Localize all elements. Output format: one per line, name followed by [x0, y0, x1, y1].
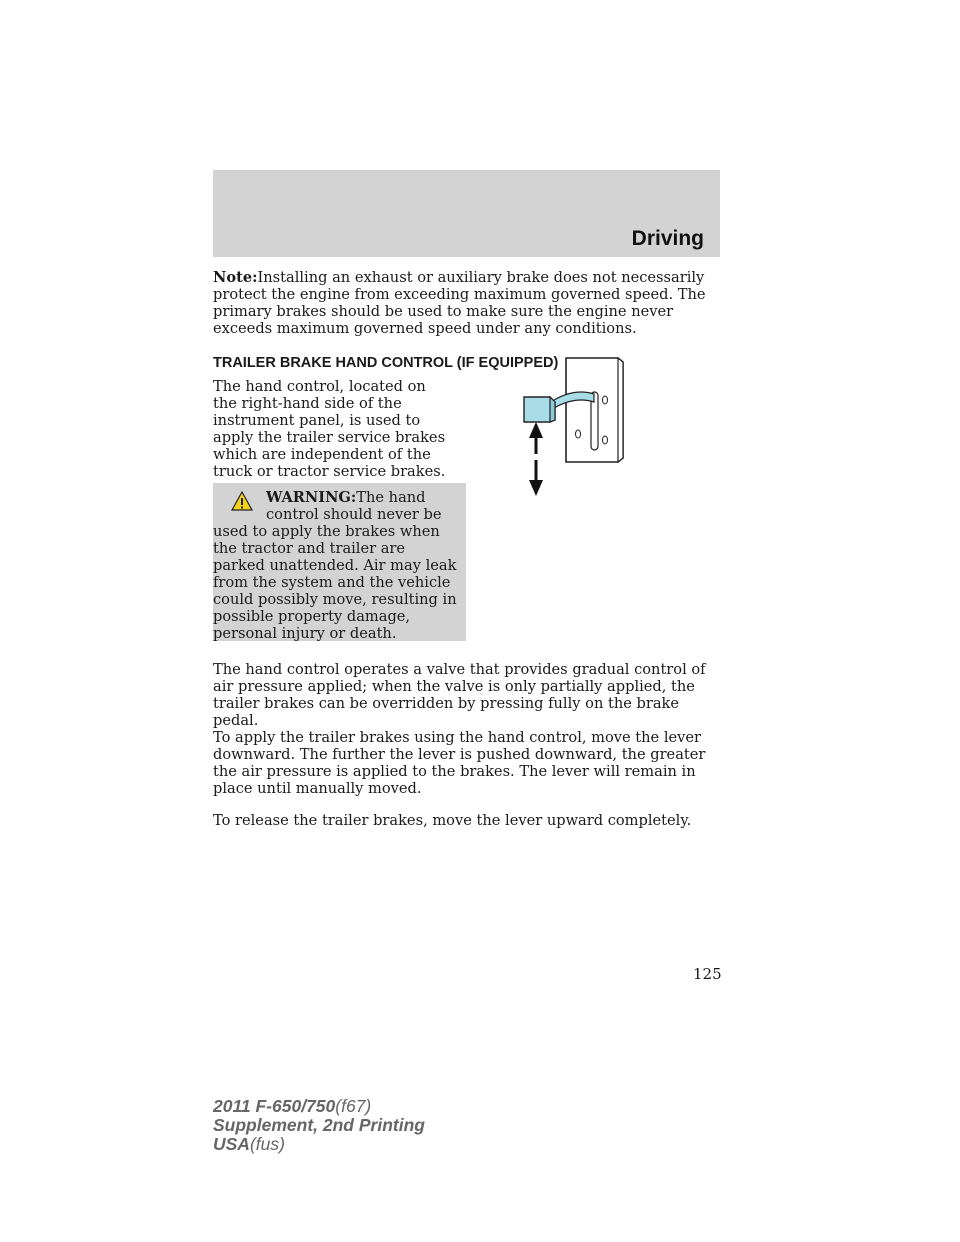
note-paragraph	[213, 269, 720, 337]
warning-text	[213, 489, 461, 642]
footer-model: 2011 F-650/750	[213, 1096, 336, 1116]
footer-info	[213, 1097, 425, 1154]
double-arrow-icon	[529, 422, 543, 496]
section-title: Driving	[631, 227, 704, 250]
section-heading: TRAILER BRAKE HAND CONTROL (IF EQUIPPED)	[213, 355, 559, 371]
note-label: Note:	[213, 269, 258, 286]
warning-body: used to apply the brakes when the tractor and trailer are parked unattended. Air may leak from the system and the vehicle could possibly move, resulting in possible property damage, personal injury or death.	[213, 523, 457, 642]
paragraph-apply: To apply the trailer brakes using the hand control, move the lever downward. The further the lever is pushed downward, the greater the air pressure is applied to the brakes. The lever will remain in place until manually moved.	[213, 729, 706, 797]
note-text: Installing an exhaust or auxiliary brake does not necessarily protect the engine from exceeding maximum governed speed. The primary brakes should be used to make sure the engine never exceeds maximum governed speed under any conditions.	[213, 269, 706, 337]
page-number: 125	[693, 965, 722, 983]
warning-lead: The hand control should never be	[266, 489, 442, 523]
section-header-band	[213, 170, 720, 257]
footer-printing: Supplement, 2nd Printing	[213, 1115, 425, 1135]
paragraph-release: To release the trailer brakes, move the lever upward completely.	[213, 812, 692, 829]
paragraph-valve: The hand control operates a valve that provides gradual control of air pressure applied; when the valve is only partially applied, the trailer brakes can be overridden by pressing fully on the brake pedal.	[213, 661, 706, 729]
footer-market-code: (fus)	[249, 1134, 285, 1154]
intro-paragraph: The hand control, located on the right-hand side of the instrument panel, is used to apply the trailer service brakes which are independent of the truck or tractor service brakes.	[213, 378, 446, 480]
footer-market: USA	[213, 1134, 250, 1154]
warning-label: WARNING:	[266, 489, 357, 506]
footer-model-code: (f67)	[335, 1096, 372, 1116]
warning-box	[213, 483, 466, 641]
hand-control-illustration	[490, 350, 650, 500]
